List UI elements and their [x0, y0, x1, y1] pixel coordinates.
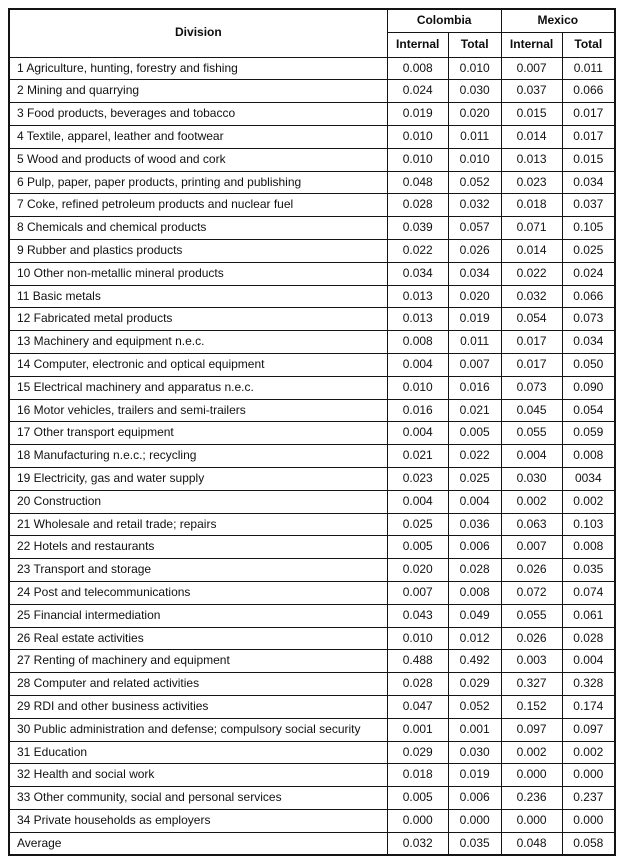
table-row	[9, 445, 615, 468]
division-cell: 7 Coke, refined petroleum products and nuclear fuel	[9, 194, 387, 217]
value-cell: 0.026	[448, 239, 501, 262]
value-cell: 0.073	[562, 308, 615, 331]
value-cell: 0.327	[501, 673, 562, 696]
division-cell: 6 Pulp, paper, paper products, printing and publishing	[9, 171, 387, 194]
table-row	[9, 331, 615, 354]
value-cell: 0.004	[562, 650, 615, 673]
value-cell: 0.008	[448, 581, 501, 604]
value-cell: 0.055	[501, 422, 562, 445]
table-header	[9, 9, 615, 57]
value-cell: 0.016	[448, 376, 501, 399]
division-cell: 4 Textile, apparel, leather and footwear	[9, 125, 387, 148]
value-cell: 0.005	[448, 422, 501, 445]
value-cell: 0.007	[501, 57, 562, 80]
division-cell: 29 RDI and other business activities	[9, 695, 387, 718]
value-cell: 0.048	[387, 171, 448, 194]
value-cell: 0.002	[501, 490, 562, 513]
division-cell: 18 Manufacturing n.e.c.; recycling	[9, 445, 387, 468]
value-cell: 0.328	[562, 673, 615, 696]
value-cell: 0.097	[562, 718, 615, 741]
value-cell: 0.037	[501, 80, 562, 103]
value-cell: 0.152	[501, 695, 562, 718]
value-cell: 0.174	[562, 695, 615, 718]
table-row	[9, 148, 615, 171]
value-cell: 0.066	[562, 80, 615, 103]
division-cell: 21 Wholesale and retail trade; repairs	[9, 513, 387, 536]
value-cell: 0.023	[387, 467, 448, 490]
division-cell: 24 Post and telecommunications	[9, 581, 387, 604]
value-cell: 0.026	[501, 559, 562, 582]
value-cell: 0.030	[501, 467, 562, 490]
value-cell: 0.003	[501, 650, 562, 673]
table-row	[9, 103, 615, 126]
value-cell: 0.059	[562, 422, 615, 445]
value-cell: 0.035	[448, 832, 501, 855]
division-linkage-table	[8, 8, 616, 856]
division-cell: 1 Agriculture, hunting, forestry and fishing	[9, 57, 387, 80]
value-cell: 0.010	[387, 125, 448, 148]
value-cell: 0.050	[562, 353, 615, 376]
value-cell: 0.010	[448, 148, 501, 171]
value-cell: 0.001	[387, 718, 448, 741]
value-cell: 0.014	[501, 125, 562, 148]
value-cell: 0.007	[501, 536, 562, 559]
table-row	[9, 695, 615, 718]
value-cell: 0.010	[387, 148, 448, 171]
value-cell: 0.022	[448, 445, 501, 468]
value-cell: 0.492	[448, 650, 501, 673]
division-cell: 28 Computer and related activities	[9, 673, 387, 696]
value-cell: 0.488	[387, 650, 448, 673]
division-cell: 2 Mining and quarrying	[9, 80, 387, 103]
division-cell: 19 Electricity, gas and water supply	[9, 467, 387, 490]
value-cell: 0034	[562, 467, 615, 490]
value-cell: 0.000	[387, 809, 448, 832]
value-cell: 0.002	[562, 490, 615, 513]
division-cell: 9 Rubber and plastics products	[9, 239, 387, 262]
table-row	[9, 559, 615, 582]
value-cell: 0.012	[448, 627, 501, 650]
value-cell: 0.016	[387, 399, 448, 422]
value-cell: 0.035	[562, 559, 615, 582]
table-row	[9, 80, 615, 103]
value-cell: 0.017	[501, 353, 562, 376]
value-cell: 0.105	[562, 217, 615, 240]
value-cell: 0.034	[562, 331, 615, 354]
division-cell: 33 Other community, social and personal services	[9, 787, 387, 810]
value-cell: 0.004	[501, 445, 562, 468]
value-cell: 0.236	[501, 787, 562, 810]
value-cell: 0.030	[448, 80, 501, 103]
value-cell: 0.066	[562, 285, 615, 308]
value-cell: 0.025	[562, 239, 615, 262]
value-cell: 0.020	[448, 285, 501, 308]
division-cell: 22 Hotels and restaurants	[9, 536, 387, 559]
table-row	[9, 308, 615, 331]
division-cell: 25 Financial intermediation	[9, 604, 387, 627]
table-row	[9, 490, 615, 513]
value-cell: 0.000	[448, 809, 501, 832]
value-cell: 0.032	[387, 832, 448, 855]
table-row	[9, 764, 615, 787]
value-cell: 0.000	[501, 809, 562, 832]
value-cell: 0.018	[387, 764, 448, 787]
value-cell: 0.002	[501, 741, 562, 764]
value-cell: 0.020	[387, 559, 448, 582]
value-cell: 0.025	[387, 513, 448, 536]
value-cell: 0.008	[387, 57, 448, 80]
value-cell: 0.032	[448, 194, 501, 217]
value-cell: 0.019	[448, 764, 501, 787]
value-cell: 0.021	[387, 445, 448, 468]
table-row	[9, 125, 615, 148]
value-cell: 0.073	[501, 376, 562, 399]
value-cell: 0.008	[562, 536, 615, 559]
value-cell: 0.043	[387, 604, 448, 627]
table-row	[9, 194, 615, 217]
value-cell: 0.005	[387, 536, 448, 559]
value-cell: 0.011	[448, 125, 501, 148]
value-cell: 0.007	[448, 353, 501, 376]
value-cell: 0.024	[387, 80, 448, 103]
table-body	[9, 57, 615, 855]
value-cell: 0.005	[387, 787, 448, 810]
value-cell: 0.004	[387, 490, 448, 513]
value-cell: 0.034	[387, 262, 448, 285]
value-cell: 0.021	[448, 399, 501, 422]
table-row	[9, 467, 615, 490]
table-row	[9, 809, 615, 832]
table-row	[9, 422, 615, 445]
value-cell: 0.008	[562, 445, 615, 468]
table-row	[9, 262, 615, 285]
division-cell: 27 Renting of machinery and equipment	[9, 650, 387, 673]
column-group-colombia: Colombia	[387, 9, 501, 32]
value-cell: 0.028	[448, 559, 501, 582]
value-cell: 0.002	[562, 741, 615, 764]
column-header-mexico-total: Total	[562, 32, 615, 57]
table-row	[9, 673, 615, 696]
value-cell: 0.017	[562, 125, 615, 148]
value-cell: 0.008	[387, 331, 448, 354]
value-cell: 0.020	[448, 103, 501, 126]
table-row	[9, 376, 615, 399]
table-row	[9, 171, 615, 194]
division-cell: 14 Computer, electronic and optical equipment	[9, 353, 387, 376]
value-cell: 0.013	[501, 148, 562, 171]
value-cell: 0.072	[501, 581, 562, 604]
value-cell: 0.030	[448, 741, 501, 764]
division-cell: 13 Machinery and equipment n.e.c.	[9, 331, 387, 354]
value-cell: 0.034	[448, 262, 501, 285]
value-cell: 0.023	[501, 171, 562, 194]
value-cell: 0.006	[448, 787, 501, 810]
value-cell: 0.022	[387, 239, 448, 262]
value-cell: 0.010	[448, 57, 501, 80]
value-cell: 0.006	[448, 536, 501, 559]
value-cell: 0.063	[501, 513, 562, 536]
value-cell: 0.004	[448, 490, 501, 513]
division-cell: 10 Other non-metallic mineral products	[9, 262, 387, 285]
value-cell: 0.034	[562, 171, 615, 194]
division-cell: 23 Transport and storage	[9, 559, 387, 582]
value-cell: 0.007	[387, 581, 448, 604]
value-cell: 0.028	[562, 627, 615, 650]
division-cell: 26 Real estate activities	[9, 627, 387, 650]
value-cell: 0.029	[448, 673, 501, 696]
value-cell: 0.022	[501, 262, 562, 285]
table-row	[9, 627, 615, 650]
value-cell: 0.054	[501, 308, 562, 331]
table-row	[9, 217, 615, 240]
average-row	[9, 832, 615, 855]
table-row	[9, 57, 615, 80]
table-row	[9, 581, 615, 604]
value-cell: 0.004	[387, 422, 448, 445]
division-cell: 30 Public administration and defense; compulsory social security	[9, 718, 387, 741]
value-cell: 0.000	[562, 764, 615, 787]
division-cell: 34 Private households as employers	[9, 809, 387, 832]
value-cell: 0.013	[387, 308, 448, 331]
value-cell: 0.049	[448, 604, 501, 627]
division-cell: 20 Construction	[9, 490, 387, 513]
value-cell: 0.010	[387, 627, 448, 650]
column-header-colombia-internal: Internal	[387, 32, 448, 57]
division-cell: 11 Basic metals	[9, 285, 387, 308]
table-row	[9, 787, 615, 810]
value-cell: 0.019	[448, 308, 501, 331]
value-cell: 0.037	[562, 194, 615, 217]
value-cell: 0.074	[562, 581, 615, 604]
value-cell: 0.024	[562, 262, 615, 285]
table-row	[9, 741, 615, 764]
value-cell: 0.014	[501, 239, 562, 262]
value-cell: 0.237	[562, 787, 615, 810]
value-cell: 0.052	[448, 695, 501, 718]
column-header-colombia-total: Total	[448, 32, 501, 57]
column-header-mexico-internal: Internal	[501, 32, 562, 57]
value-cell: 0.017	[562, 103, 615, 126]
table-row	[9, 353, 615, 376]
value-cell: 0.029	[387, 741, 448, 764]
value-cell: 0.017	[501, 331, 562, 354]
division-cell: 12 Fabricated metal products	[9, 308, 387, 331]
value-cell: 0.018	[501, 194, 562, 217]
value-cell: 0.039	[387, 217, 448, 240]
value-cell: 0.061	[562, 604, 615, 627]
value-cell: 0.025	[448, 467, 501, 490]
value-cell: 0.000	[501, 764, 562, 787]
value-cell: 0.011	[448, 331, 501, 354]
value-cell: 0.015	[562, 148, 615, 171]
column-header-division: Division	[9, 9, 387, 57]
division-cell: 15 Electrical machinery and apparatus n.e.c.	[9, 376, 387, 399]
value-cell: 0.001	[448, 718, 501, 741]
value-cell: 0.058	[562, 832, 615, 855]
division-cell: 3 Food products, beverages and tobacco	[9, 103, 387, 126]
value-cell: 0.055	[501, 604, 562, 627]
value-cell: 0.013	[387, 285, 448, 308]
value-cell: 0.004	[387, 353, 448, 376]
division-cell: 31 Education	[9, 741, 387, 764]
header-row-groups	[9, 9, 615, 32]
value-cell: 0.010	[387, 376, 448, 399]
table-row	[9, 513, 615, 536]
value-cell: 0.097	[501, 718, 562, 741]
value-cell: 0.052	[448, 171, 501, 194]
column-group-mexico: Mexico	[501, 9, 615, 32]
value-cell: 0.090	[562, 376, 615, 399]
value-cell: 0.028	[387, 194, 448, 217]
value-cell: 0.036	[448, 513, 501, 536]
division-cell: 16 Motor vehicles, trailers and semi-trailers	[9, 399, 387, 422]
value-cell: 0.103	[562, 513, 615, 536]
value-cell: 0.045	[501, 399, 562, 422]
value-cell: 0.032	[501, 285, 562, 308]
value-cell: 0.015	[501, 103, 562, 126]
value-cell: 0.011	[562, 57, 615, 80]
table-row	[9, 718, 615, 741]
value-cell: 0.071	[501, 217, 562, 240]
table-row	[9, 399, 615, 422]
value-cell: 0.026	[501, 627, 562, 650]
table-row	[9, 239, 615, 262]
value-cell: 0.000	[562, 809, 615, 832]
value-cell: 0.048	[501, 832, 562, 855]
division-cell: 5 Wood and products of wood and cork	[9, 148, 387, 171]
division-cell: 17 Other transport equipment	[9, 422, 387, 445]
value-cell: 0.019	[387, 103, 448, 126]
value-cell: 0.047	[387, 695, 448, 718]
value-cell: 0.028	[387, 673, 448, 696]
table-row	[9, 285, 615, 308]
average-label-cell: Average	[9, 832, 387, 855]
table-row	[9, 650, 615, 673]
division-cell: 8 Chemicals and chemical products	[9, 217, 387, 240]
table-row	[9, 536, 615, 559]
division-cell: 32 Health and social work	[9, 764, 387, 787]
table-row	[9, 604, 615, 627]
value-cell: 0.057	[448, 217, 501, 240]
value-cell: 0.054	[562, 399, 615, 422]
